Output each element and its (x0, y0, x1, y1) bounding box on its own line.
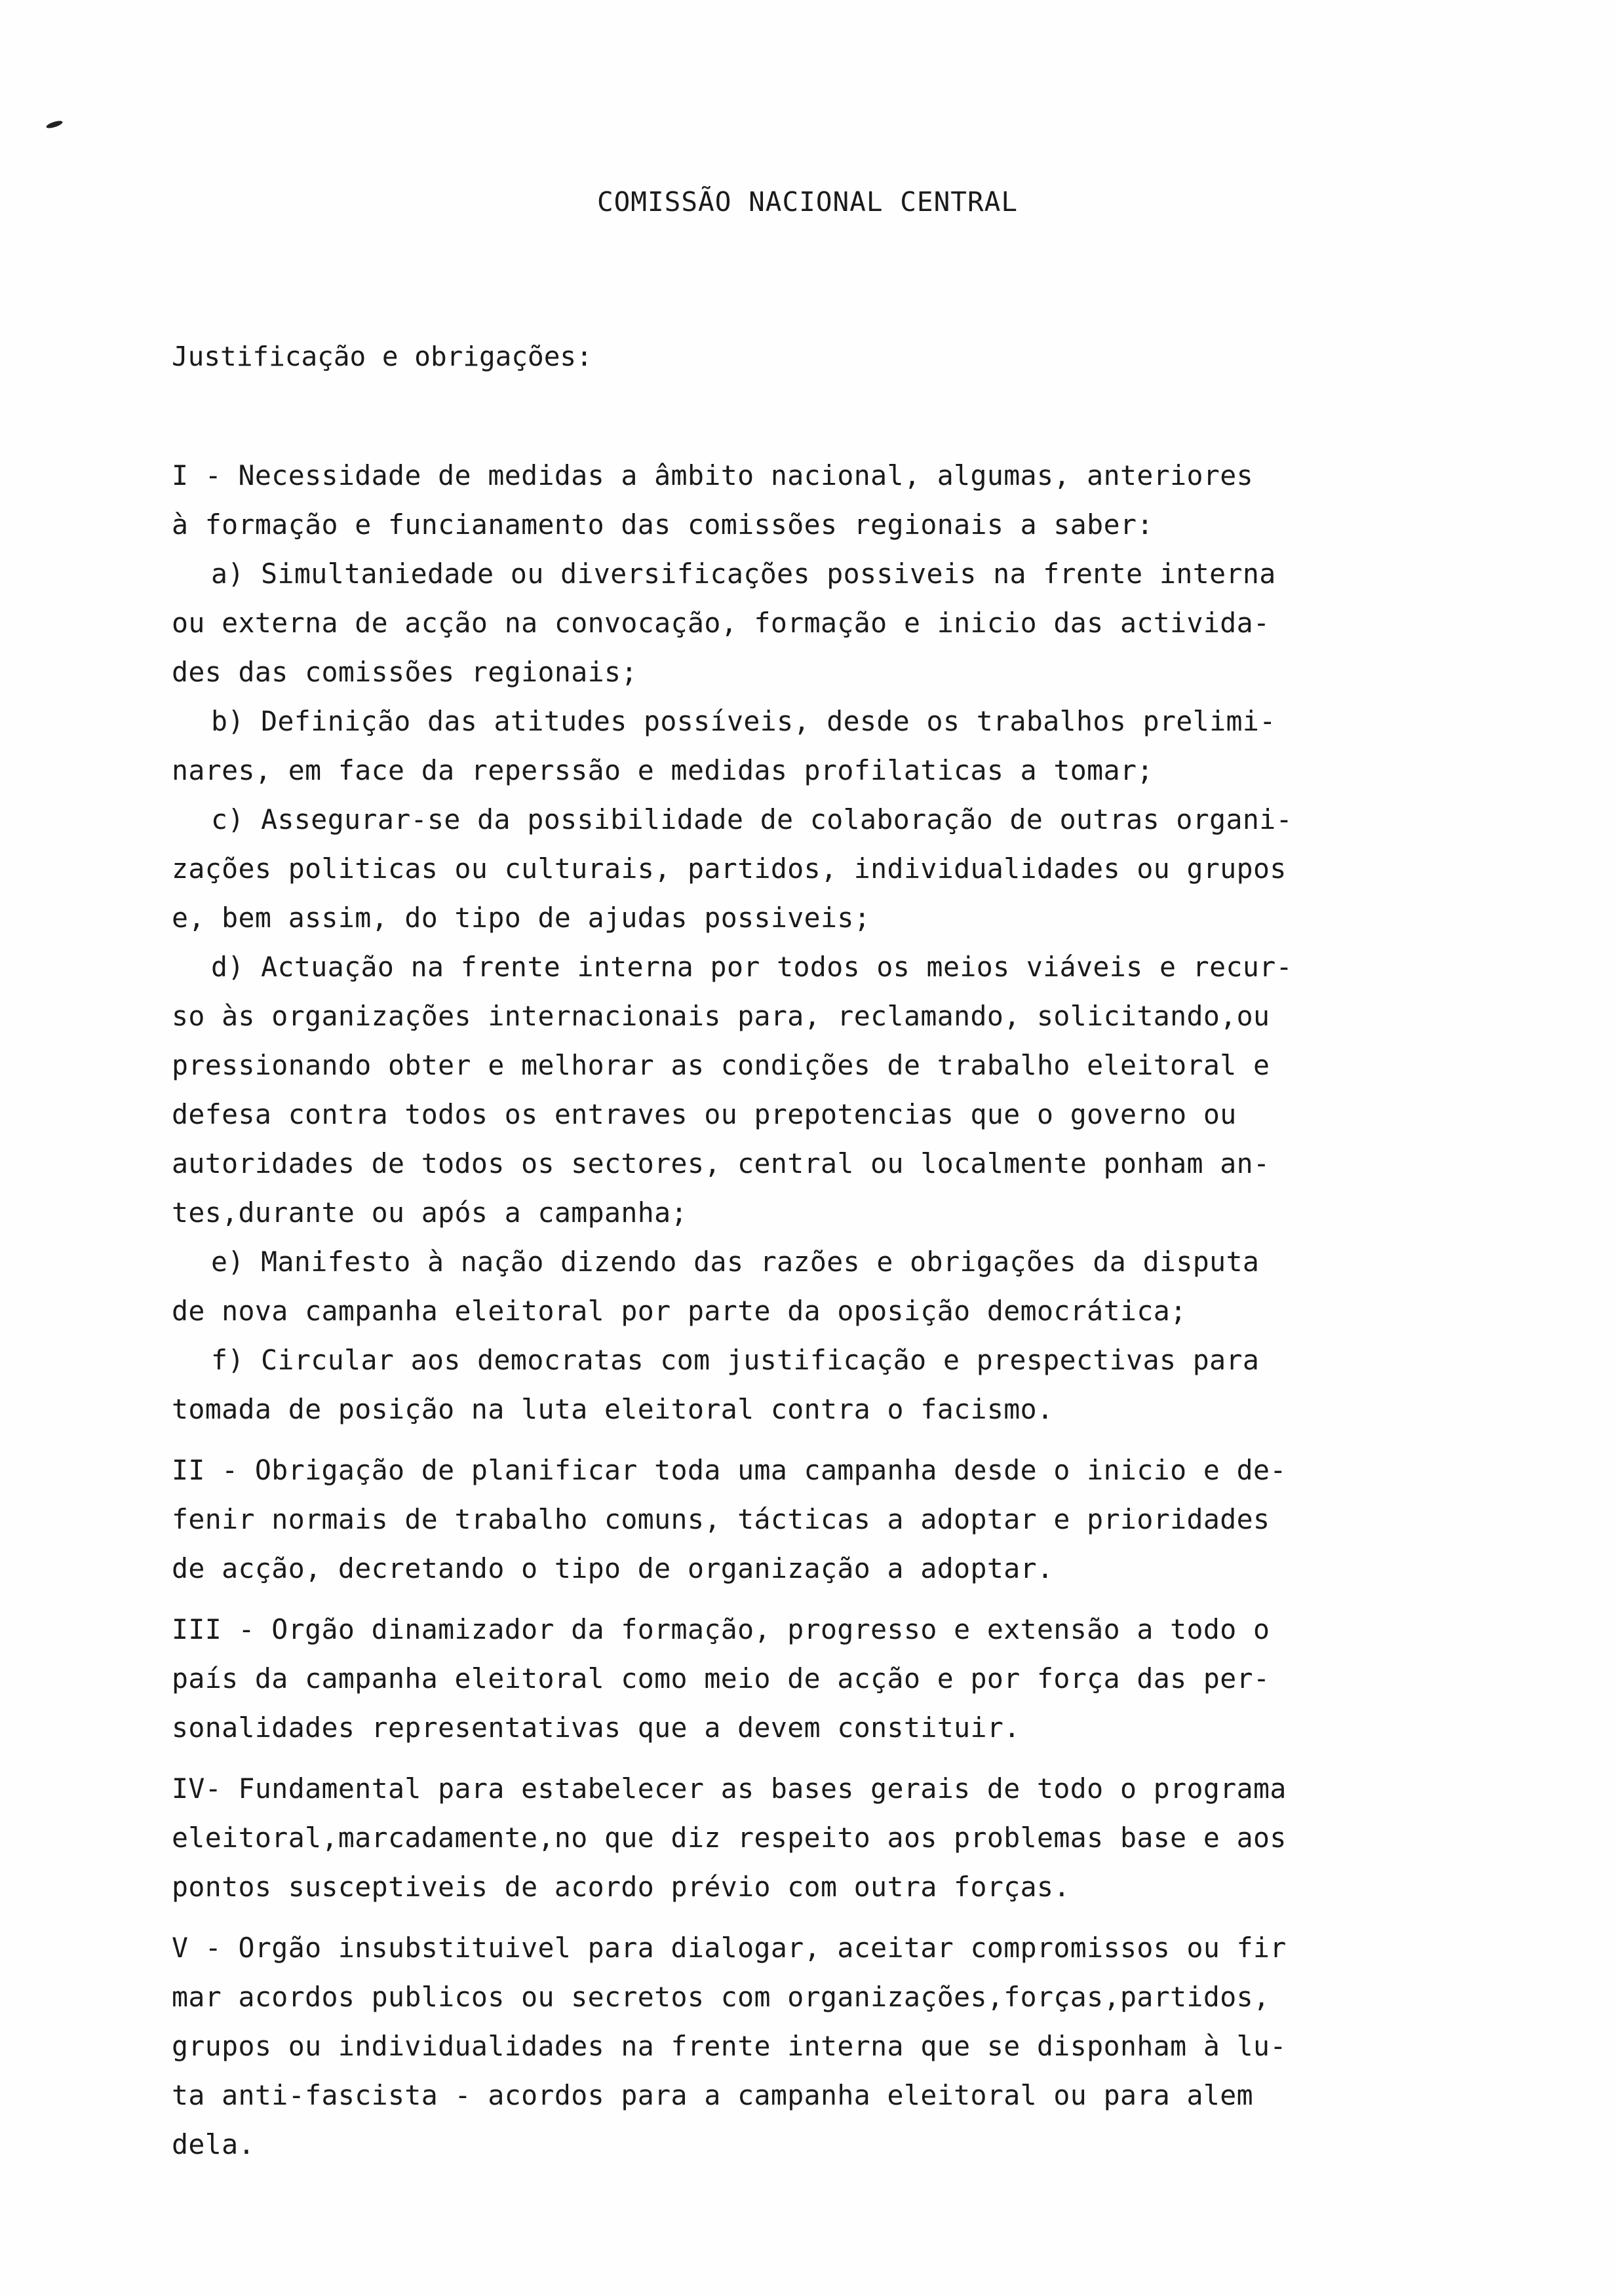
document-title: COMISSÃO NACIONAL CENTRAL (596, 186, 1019, 218)
text-line: III - Orgão dinamizador da formação, progresso e extensão a todo o (172, 1613, 1270, 1645)
text-line: IV- Fundamental para estabelecer as bases gerais de todo o programa (172, 1772, 1287, 1805)
section-II (172, 1445, 1522, 1593)
text-line: f) Circular aos democratas com justificação e prespectivas para (211, 1344, 1260, 1376)
text-line: mar acordos publicos ou secretos com organizações,forças,partidos, (172, 1981, 1270, 2013)
text-line: V - Orgão insubstituivel para dialogar, aceitar compromissos ou fir (172, 1932, 1287, 1964)
text-line: des das comissões regionais; (172, 656, 638, 688)
text-line: so às organizações internacionais para, reclamando, solicitando,ou (172, 1000, 1270, 1032)
text-line: país da campanha eleitoral como meio de acção e por força das per- (172, 1662, 1270, 1694)
section-I-c (172, 795, 1522, 942)
section-I-e (172, 1237, 1522, 1335)
section-IV (172, 1764, 1522, 1911)
text-line: tes,durante ou após a campanha; (172, 1196, 688, 1229)
text-line: e) Manifesto à nação dizendo das razões e obrigações da disputa (211, 1246, 1260, 1278)
text-line: pressionando obter e melhorar as condições de trabalho eleitoral e (172, 1049, 1270, 1081)
document-subtitle: Justificação e obrigações: (172, 341, 593, 372)
text-line: zações politicas ou culturais, partidos, individualidades ou grupos (172, 852, 1287, 885)
text-line: c) Assegurar-se da possibilidade de colaboração de outras organi- (211, 803, 1293, 835)
text-line: fenir normais de trabalho comuns, tácticas a adoptar e prioridades (172, 1503, 1270, 1535)
section-I-f (172, 1335, 1522, 1434)
section-I-d (172, 942, 1522, 1237)
text-line: de acção, decretando o tipo de organização a adoptar. (172, 1552, 1054, 1584)
ink-speck (45, 119, 63, 130)
text-line: ou externa de acção na convocação, formação e inicio das activida- (172, 607, 1270, 639)
text-line: b) Definição das atitudes possíveis, desde os trabalhos prelimi- (211, 705, 1276, 737)
text-line: a) Simultaniedade ou diversificações possiveis na frente interna (211, 558, 1276, 590)
text-line: sonalidades representativas que a devem constituir. (172, 1712, 1021, 1744)
section-V (172, 1923, 1522, 2169)
section-III (172, 1605, 1522, 1752)
section-I-b (172, 697, 1522, 795)
text-line: tomada de posição na luta eleitoral contra o facismo. (172, 1393, 1054, 1425)
text-line: II - Obrigação de planificar toda uma campanha desde o inicio e de- (172, 1454, 1287, 1486)
text-line: d) Actuação na frente interna por todos os meios viáveis e recur- (211, 951, 1293, 983)
text-line: ta anti-fascista - acordos para a campanha eleitoral ou para alem (172, 2079, 1254, 2111)
text-line: à formação e funcianamento das comissões regionais a saber: (172, 508, 1154, 541)
section-I (172, 451, 1522, 549)
text-line: dela. (172, 2128, 255, 2160)
text-line: e, bem assim, do tipo de ajudas possiveis; (172, 902, 871, 934)
text-line: autoridades de todos os sectores, central ou localmente ponham an- (172, 1147, 1270, 1179)
section-I-a (172, 549, 1522, 697)
text-line: grupos ou individualidades na frente interna que se disponham à lu- (172, 2030, 1287, 2062)
text-line: pontos susceptiveis de acordo prévio com outra forças. (172, 1871, 1070, 1903)
text-line: eleitoral,marcadamente,no que diz respeito aos problemas base e aos (172, 1822, 1287, 1854)
document-body (172, 451, 1522, 2169)
text-line: defesa contra todos os entraves ou prepotencias que o governo ou (172, 1098, 1237, 1130)
text-line: de nova campanha eleitoral por parte da oposição democrática; (172, 1295, 1187, 1327)
text-line: I - Necessidade de medidas a âmbito nacional, algumas, anteriores (172, 459, 1254, 491)
text-line: nares, em face da reperssão e medidas profilaticas a tomar; (172, 754, 1154, 786)
